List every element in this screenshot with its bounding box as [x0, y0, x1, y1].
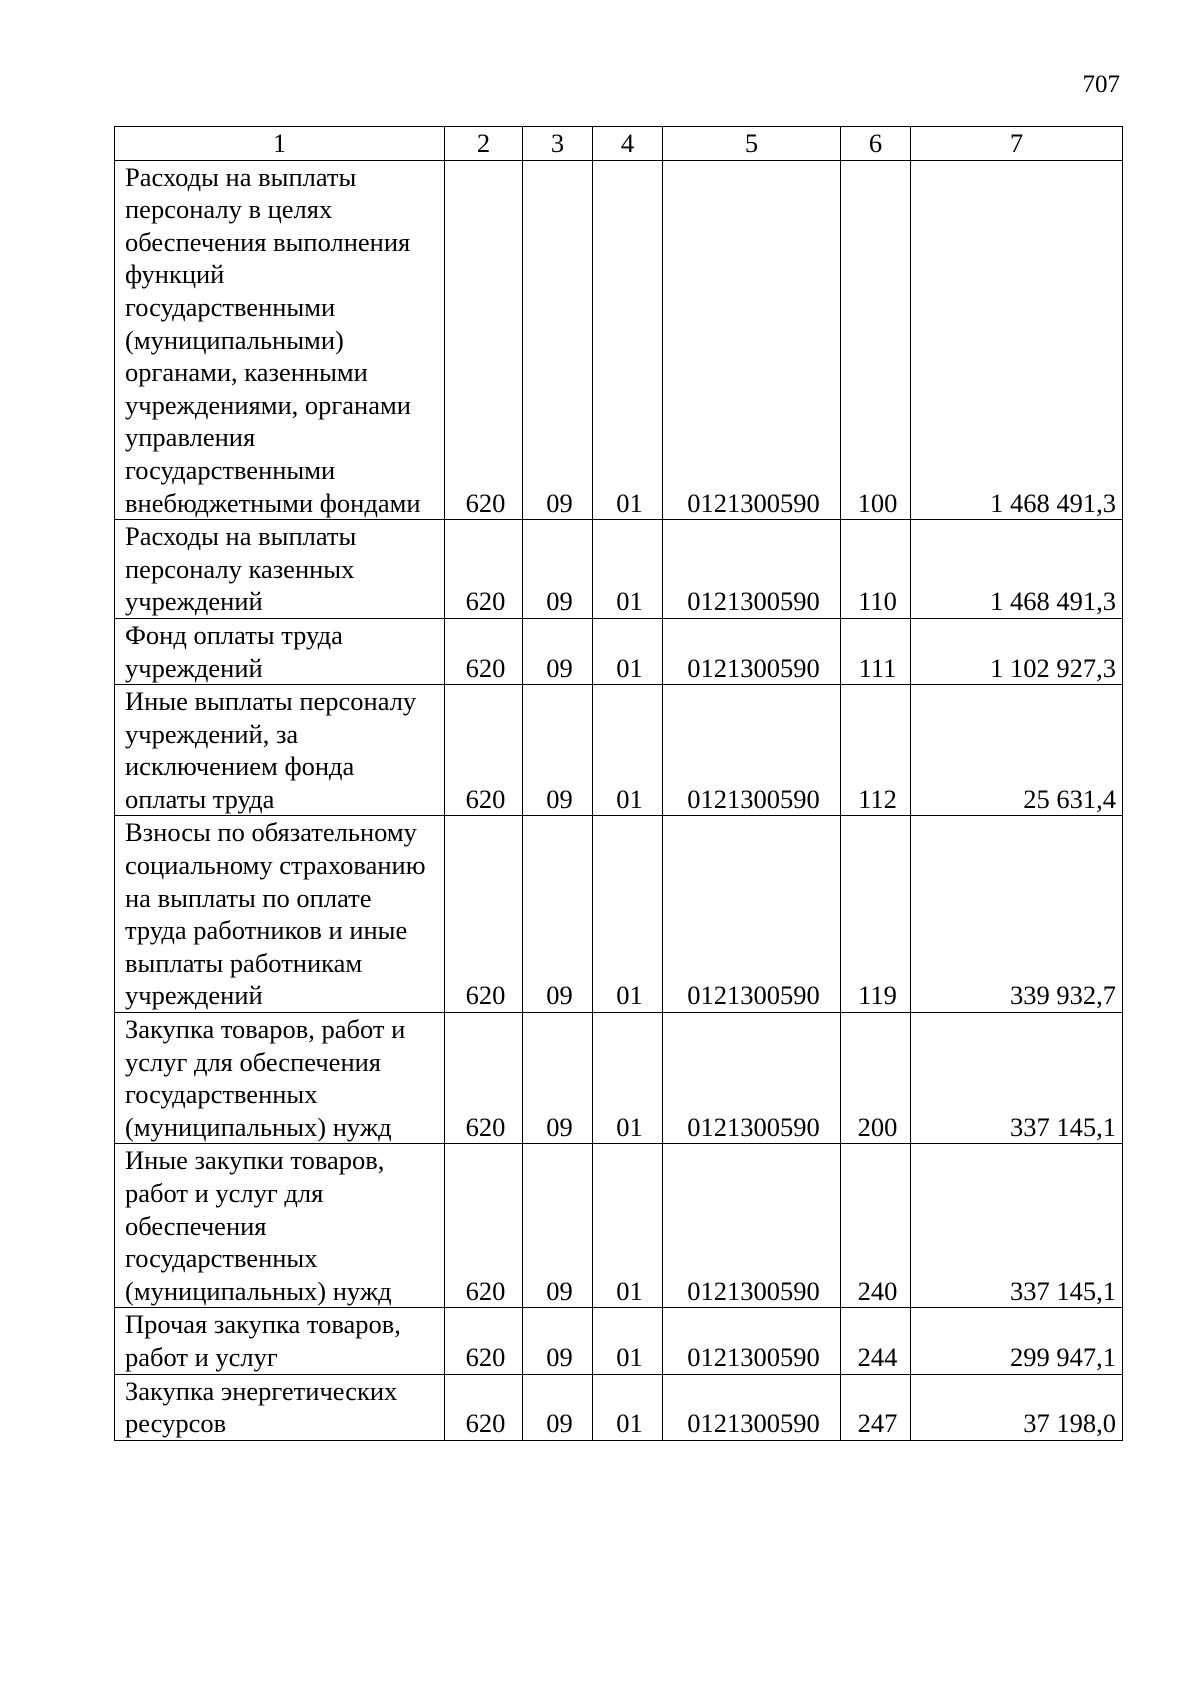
amount: 1 468 491,3: [911, 160, 1123, 520]
amount: 337 145,1: [911, 1144, 1123, 1308]
table-row: [115, 1374, 1123, 1440]
amount: 299 947,1: [911, 1308, 1123, 1374]
subsection-code: 01: [593, 160, 663, 520]
subsection-code: 01: [593, 1144, 663, 1308]
amount: 37 198,0: [911, 1374, 1123, 1440]
target-article-code: 0121300590: [663, 520, 841, 619]
target-article-code: 0121300590: [663, 1013, 841, 1144]
column-header: 4: [593, 127, 663, 161]
ministry-code: 620: [445, 1308, 523, 1374]
table-row: [115, 618, 1123, 684]
expense-name: Иные закупки товаров, работ и услуг для обеспечения государственных (муниципальных) нужд: [115, 1144, 445, 1308]
target-article-code: 0121300590: [663, 1308, 841, 1374]
page-number: 707: [1082, 71, 1120, 98]
expense-type-code: 110: [841, 520, 911, 619]
table-row: [115, 1013, 1123, 1144]
ministry-code: 620: [445, 685, 523, 816]
column-header: 6: [841, 127, 911, 161]
amount: 1 102 927,3: [911, 618, 1123, 684]
column-header: 2: [445, 127, 523, 161]
column-header: 7: [911, 127, 1123, 161]
subsection-code: 01: [593, 685, 663, 816]
expense-type-code: 200: [841, 1013, 911, 1144]
ministry-code: 620: [445, 1144, 523, 1308]
subsection-code: 01: [593, 1013, 663, 1144]
target-article-code: 0121300590: [663, 618, 841, 684]
section-code: 09: [523, 1144, 593, 1308]
subsection-code: 01: [593, 618, 663, 684]
budget-table: [114, 126, 1123, 1441]
expense-name: Закупка энергетических ресурсов: [115, 1374, 445, 1440]
target-article-code: 0121300590: [663, 1144, 841, 1308]
section-code: 09: [523, 160, 593, 520]
expense-type-code: 244: [841, 1308, 911, 1374]
target-article-code: 0121300590: [663, 685, 841, 816]
target-article-code: 0121300590: [663, 816, 841, 1013]
expense-name: Расходы на выплаты персоналу в целях обеспечения выполнения функций государственными (муниципальными) органами, казенными учреждениями, органами управления государственными внебюджетными фондами: [115, 160, 445, 520]
section-code: 09: [523, 1013, 593, 1144]
expense-type-code: 240: [841, 1144, 911, 1308]
section-code: 09: [523, 685, 593, 816]
expense-type-code: 112: [841, 685, 911, 816]
target-article-code: 0121300590: [663, 1374, 841, 1440]
section-code: 09: [523, 618, 593, 684]
amount: 25 631,4: [911, 685, 1123, 816]
table-header-row: [115, 127, 1123, 161]
ministry-code: 620: [445, 1013, 523, 1144]
table-row: [115, 520, 1123, 619]
expense-name: Закупка товаров, работ и услуг для обеспечения государственных (муниципальных) нужд: [115, 1013, 445, 1144]
expense-type-code: 100: [841, 160, 911, 520]
amount: 1 468 491,3: [911, 520, 1123, 619]
subsection-code: 01: [593, 1308, 663, 1374]
target-article-code: 0121300590: [663, 160, 841, 520]
section-code: 09: [523, 520, 593, 619]
amount: 339 932,7: [911, 816, 1123, 1013]
amount: 337 145,1: [911, 1013, 1123, 1144]
table-row: [115, 160, 1123, 520]
subsection-code: 01: [593, 1374, 663, 1440]
subsection-code: 01: [593, 816, 663, 1013]
ministry-code: 620: [445, 160, 523, 520]
table-row: [115, 685, 1123, 816]
ministry-code: 620: [445, 520, 523, 619]
ministry-code: 620: [445, 618, 523, 684]
expense-name: Взносы по обязательному социальному страхованию на выплаты по оплате труда работников и иные выплаты работникам учреждений: [115, 816, 445, 1013]
table-row: [115, 1308, 1123, 1374]
column-header: 5: [663, 127, 841, 161]
section-code: 09: [523, 816, 593, 1013]
expense-name: Прочая закупка товаров, работ и услуг: [115, 1308, 445, 1374]
table-row: [115, 816, 1123, 1013]
expense-type-code: 247: [841, 1374, 911, 1440]
column-header: 1: [115, 127, 445, 161]
expense-name: Расходы на выплаты персоналу казенных учреждений: [115, 520, 445, 619]
expense-type-code: 111: [841, 618, 911, 684]
subsection-code: 01: [593, 520, 663, 619]
section-code: 09: [523, 1308, 593, 1374]
ministry-code: 620: [445, 1374, 523, 1440]
column-header: 3: [523, 127, 593, 161]
expense-type-code: 119: [841, 816, 911, 1013]
ministry-code: 620: [445, 816, 523, 1013]
table-row: [115, 1144, 1123, 1308]
expense-name: Иные выплаты персоналу учреждений, за исключением фонда оплаты труда: [115, 685, 445, 816]
expense-name: Фонд оплаты труда учреждений: [115, 618, 445, 684]
section-code: 09: [523, 1374, 593, 1440]
